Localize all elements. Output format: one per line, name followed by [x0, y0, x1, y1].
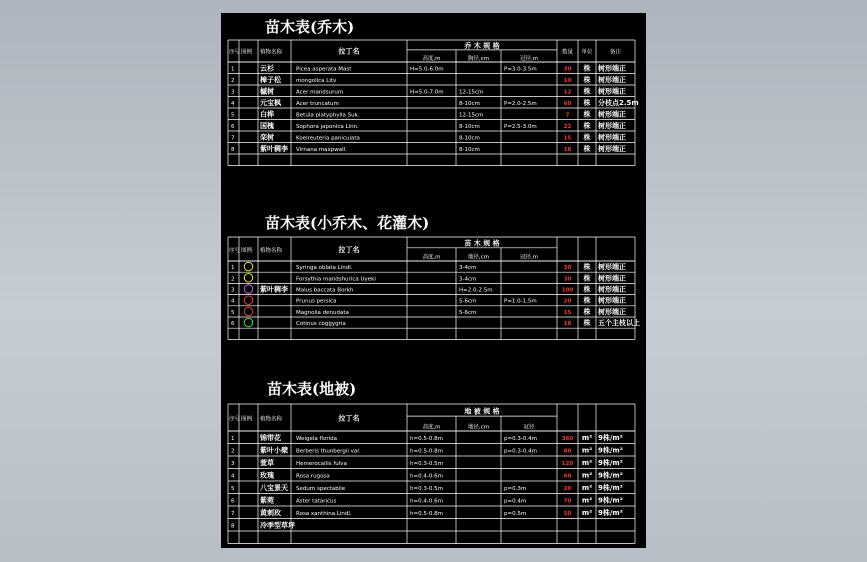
table1-row-name: 紫叶稠李: [260, 144, 288, 153]
table3-row-name: 萱草: [260, 459, 274, 467]
table2-row-dbh: 5-6cm: [459, 309, 477, 316]
table1-head-unit: 单位: [581, 49, 593, 56]
table1-row-no: 7: [231, 135, 235, 142]
table1-row-qty: 15: [563, 135, 572, 142]
table3-row-latin: Aster tataricus: [296, 498, 337, 505]
table2-row-dbh: 5-6cm: [459, 298, 477, 305]
table2-row-note: 树形端正: [598, 307, 626, 316]
legend-symbol-icon: [244, 262, 253, 271]
table3-head-legend: 图例: [241, 416, 253, 423]
table3-row-latin: Berberis thunbergii var.: [296, 448, 361, 455]
legend-symbol-icon: [244, 318, 253, 327]
table3-row-no: 6: [231, 498, 235, 505]
table3-row-qty: 20: [563, 486, 572, 492]
table3-row-name: 锦带花: [260, 434, 281, 442]
table1-row-unit: 株: [583, 144, 591, 153]
table3-row-height: h=0.3-0.5m: [410, 486, 443, 492]
table1-row-crown: P=2.5-3.0m: [504, 123, 537, 130]
table1-row-no: 5: [231, 112, 235, 119]
table2-row-no: 4: [231, 298, 235, 305]
table3-row-crown: p=0.5m: [504, 511, 527, 517]
table2-row-no: 6: [231, 321, 235, 328]
table2-head-dbh: 地径,cm: [467, 254, 490, 261]
table3-row-no: 8: [231, 523, 235, 530]
table3-row-qty: 70: [563, 498, 572, 505]
table2-title: 苗木表(小乔木、花灌木): [265, 214, 430, 232]
table1-row-name: 槭树: [260, 87, 274, 96]
table3-row-name: 八宝景天: [260, 484, 288, 492]
table1-row-name: 白桦: [260, 110, 274, 119]
table3-row-name: 紫菀: [260, 496, 274, 505]
table3-row-note: 9株/m²: [598, 509, 623, 517]
table2-head-no: 序号: [229, 247, 241, 254]
table3-row-qty: 80: [563, 448, 572, 455]
table3-row-unit: m²: [581, 471, 593, 480]
table2-head-spec: 苗 木 规 格: [464, 239, 500, 248]
table1-row-note: 树形端正: [598, 64, 626, 73]
table2-row-no: 1: [231, 265, 235, 272]
table2-head-height: 高度,m: [422, 254, 441, 261]
table2-row-dbh: H=2.0-2.5m: [459, 287, 493, 294]
table1-head-name: 植物名称: [260, 49, 283, 56]
table2-row-note: 五个主枝以上: [598, 319, 640, 328]
table3-row-height: h=0.5-0.8m: [410, 436, 443, 442]
table3-row-note: 9株/m²: [598, 446, 623, 455]
table1-row-crown: P=3.0-3.5m: [504, 66, 537, 73]
table3-head-crown: 冠径: [523, 424, 535, 431]
table1-head-note: 备注: [609, 49, 622, 56]
table3-row-name: 黄刺玫: [260, 509, 281, 517]
table2-row-no: 2: [231, 276, 235, 283]
table1-row-note: 树形端正: [598, 75, 626, 84]
table3-row-latin: Rosa rugosa: [296, 473, 330, 480]
table2-head-crown: 冠径,m: [519, 254, 539, 261]
table1-row-dbh: 8-10cm: [459, 146, 480, 153]
table1-row-name: 云杉: [260, 64, 274, 73]
table1-row-no: 6: [231, 123, 235, 130]
legend-symbol-icon: [244, 296, 253, 305]
table1-row-dbh: 8-10cm: [459, 100, 480, 107]
table3-row-no: 7: [231, 511, 235, 517]
table1-head-spec: 乔 木 规 格: [464, 41, 500, 50]
table1-row-note: 树形端正: [598, 110, 626, 119]
table3-row-note: 9株/m²: [598, 434, 623, 442]
table1-title: 苗木表(乔木): [265, 18, 355, 36]
table3-head-spec: 地 被 规 格: [464, 407, 500, 416]
table2-row-qty: 100: [561, 287, 574, 294]
table1-row-qty: 12: [563, 89, 572, 96]
table1-row-crown: P=2.0-2.5m: [504, 100, 537, 107]
table3-row-note: 9株/m²: [598, 496, 623, 505]
table1-row-note: 树形端正: [598, 133, 626, 142]
table3-row-unit: m²: [581, 509, 593, 517]
table1-head-no: 序号: [229, 49, 241, 56]
table3-row-qty: 60: [563, 473, 572, 480]
table3-row-name: 紫叶小檗: [260, 446, 288, 455]
table1-row-no: 4: [231, 100, 235, 107]
table2-row-unit: 株: [583, 274, 591, 283]
table3-row-note: 9株/m²: [598, 459, 623, 467]
table1-row-note: 分枝点2.5m: [598, 98, 639, 107]
table1-row-qty: 30: [563, 66, 572, 73]
table1-row-latin: Koelreuteria paniculata: [296, 135, 360, 142]
table1-row-unit: 株: [583, 133, 591, 142]
table3-head-latin: 拉丁名: [338, 414, 360, 423]
table2-row-qty: 20: [563, 298, 572, 305]
table1-head-crown: 冠径,m: [519, 55, 539, 62]
table1-row-height: H=5.0-7.0m: [410, 89, 444, 96]
table2-row-latin: Syringa oblata Lindl.: [296, 265, 353, 272]
table2-row-no: 3: [231, 287, 235, 294]
legend-symbol-icon: [244, 307, 253, 316]
table3-row-unit: m²: [581, 496, 593, 505]
table1-row-qty: 10: [563, 77, 572, 84]
table3-row-latin: Rosa xanthina Lindl.: [296, 511, 352, 517]
legend-symbol-icon: [244, 274, 253, 283]
table2-row-latin: Forsythia mandshurica Uyeki: [296, 276, 376, 283]
table2-row-qty: 18: [563, 321, 572, 328]
table3-row-no: 4: [231, 473, 235, 480]
table3-row-no: 2: [231, 448, 235, 455]
table3-row-height: h=0.5-0.8m: [410, 448, 443, 455]
table3-row-crown: p=0.3m: [504, 486, 527, 492]
table2-row-crown: P=1.0-1.5m: [504, 298, 537, 305]
table1-row-latin: Virnana maxpwall.: [296, 146, 347, 153]
table3-row-latin: Hemerocallis fulva: [296, 461, 347, 467]
table2-row-latin: Prunus persica: [296, 298, 337, 305]
table1-row-unit: 株: [583, 121, 591, 130]
table1-head-latin: 拉丁名: [338, 47, 360, 56]
table3-row-height: h=0.4-0.6m: [410, 498, 443, 505]
table1-row-unit: 株: [583, 75, 591, 84]
table1-row-dbh: 8-10cm: [459, 135, 480, 142]
table2-head-latin: 拉丁名: [338, 245, 360, 254]
table2-row-qty: 15: [563, 309, 572, 316]
table2-row-latin: Cotinus coggygria: [296, 321, 346, 328]
table1-row-qty: 7: [565, 112, 570, 119]
table1-row-dbh: 12-15cm: [459, 89, 484, 96]
table3-row-no: 1: [231, 436, 235, 442]
table3-row-no: 5: [231, 486, 235, 492]
table1-row-note: 树形端正: [598, 144, 626, 153]
table1-head-legend: 图例: [241, 49, 253, 56]
table1-row-dbh: 12-15cm: [459, 112, 484, 119]
table3-row-height: h=0.3-0.5m: [410, 461, 443, 467]
table2-row-note: 树形端正: [598, 296, 626, 305]
table1-row-unit: 株: [583, 87, 591, 96]
table1-row-name: 栾树: [260, 133, 274, 142]
table1-row-unit: 株: [583, 110, 591, 119]
table3-row-crown: p=0.3-0.4m: [504, 448, 537, 455]
table3-row-name: 玫瑰: [260, 471, 274, 480]
table3-row-crown: p=0.4m: [504, 498, 527, 505]
table1-row-name: 国槐: [260, 121, 274, 130]
table1-row-note: 树形端正: [598, 87, 626, 96]
table2-row-dbh: 3-4cm: [459, 265, 477, 272]
table2-grid: [228, 237, 635, 339]
table3-row-note: 9株/m²: [598, 484, 623, 492]
table1-row-name: 元宝枫: [260, 98, 281, 107]
table1-row-unit: 株: [583, 98, 591, 107]
table1-row-dbh: 8-10cm: [459, 123, 480, 130]
table1-row-latin: Picea asperata Mast: [296, 66, 352, 73]
table3-head-no: 序号: [229, 416, 241, 423]
table2-head-name: 植物名称: [260, 247, 283, 254]
table3-row-unit: m²: [581, 484, 593, 492]
table1-row-qty: 60: [563, 100, 572, 107]
table1-row-latin: Sophora japonica Linn.: [296, 123, 359, 130]
table1-row-no: 1: [231, 66, 235, 73]
table3-row-qty: 360: [561, 436, 574, 442]
table2-row-latin: Malus baccata Borkh: [296, 287, 354, 294]
table2-head-legend: 图例: [241, 247, 253, 254]
table3-row-latin: Sedum spectabile: [296, 486, 346, 492]
table2-row-note: 树形端正: [598, 263, 626, 272]
table2-row-note: 树形端正: [598, 285, 626, 294]
table1-row-note: 树形端正: [598, 121, 626, 130]
table3-row-note: 9株/m²: [598, 471, 623, 480]
table2-row-name: 紫叶稠李: [260, 285, 288, 294]
table3-row-name: 冷季型草坪: [260, 521, 295, 530]
table3-head-height: 高度,m: [422, 424, 441, 431]
table3-head-name: 植物名称: [260, 416, 283, 423]
table2-row-note: 树形端正: [598, 274, 626, 283]
table2-row-unit: 株: [583, 285, 591, 294]
table3-row-qty: 50: [563, 511, 572, 517]
table2-row-no: 5: [231, 309, 235, 316]
table1-row-qty: 18: [563, 146, 572, 153]
table2-row-unit: 株: [583, 296, 591, 305]
table1-row-name: 樟子松: [260, 75, 281, 84]
table3-title: 苗木表(地被): [267, 380, 357, 398]
table1-row-unit: 株: [583, 64, 591, 73]
table3-row-unit: m²: [581, 434, 593, 442]
table1-row-no: 8: [231, 146, 235, 153]
table3-row-latin: Weigela florida: [296, 436, 338, 442]
table3-row-unit: m²: [581, 459, 593, 467]
table3-head-dbh: 地径,cm: [467, 424, 490, 431]
cad-drawing-sheet: [221, 13, 646, 548]
table1-row-latin: Acer truncatum: [296, 100, 339, 107]
table1-head-dbh: 胸径,cm: [467, 55, 490, 62]
table2-row-latin: Magnolia denudata: [296, 309, 349, 316]
plant-tables: [221, 13, 646, 548]
table3-row-height: h=0.5-0.8m: [410, 511, 443, 517]
table1-row-no: 3: [231, 89, 235, 96]
table2-row-unit: 株: [583, 319, 591, 328]
table3-row-no: 3: [231, 461, 235, 467]
table3-row-crown: p=0.3-0.4m: [504, 436, 537, 442]
table1-row-latin: Acer mandsurum: [296, 89, 344, 96]
table1-row-height: H=5.0-6.0m: [410, 66, 444, 73]
table1-row-latin: mongolica Litv: [296, 77, 337, 84]
table2-row-unit: 株: [583, 307, 591, 316]
table1-row-qty: 22: [563, 123, 572, 130]
table1-row-latin: Betula platyphylla Suk.: [296, 112, 360, 119]
table2-row-dbh: 3-4cm: [459, 276, 477, 283]
table3-row-qty: 120: [561, 461, 574, 467]
table1-head-height: 高度,m: [422, 55, 441, 62]
table2-row-unit: 株: [583, 263, 591, 272]
table2-row-qty: 30: [563, 276, 572, 283]
table1-head-qty: 数量: [561, 49, 574, 56]
table1-row-no: 2: [231, 77, 235, 84]
legend-symbol-icon: [244, 285, 253, 294]
table3-row-unit: m²: [581, 446, 593, 455]
table3-row-height: h=0.4-0.6m: [410, 473, 443, 480]
table2-row-qty: 30: [563, 265, 572, 272]
